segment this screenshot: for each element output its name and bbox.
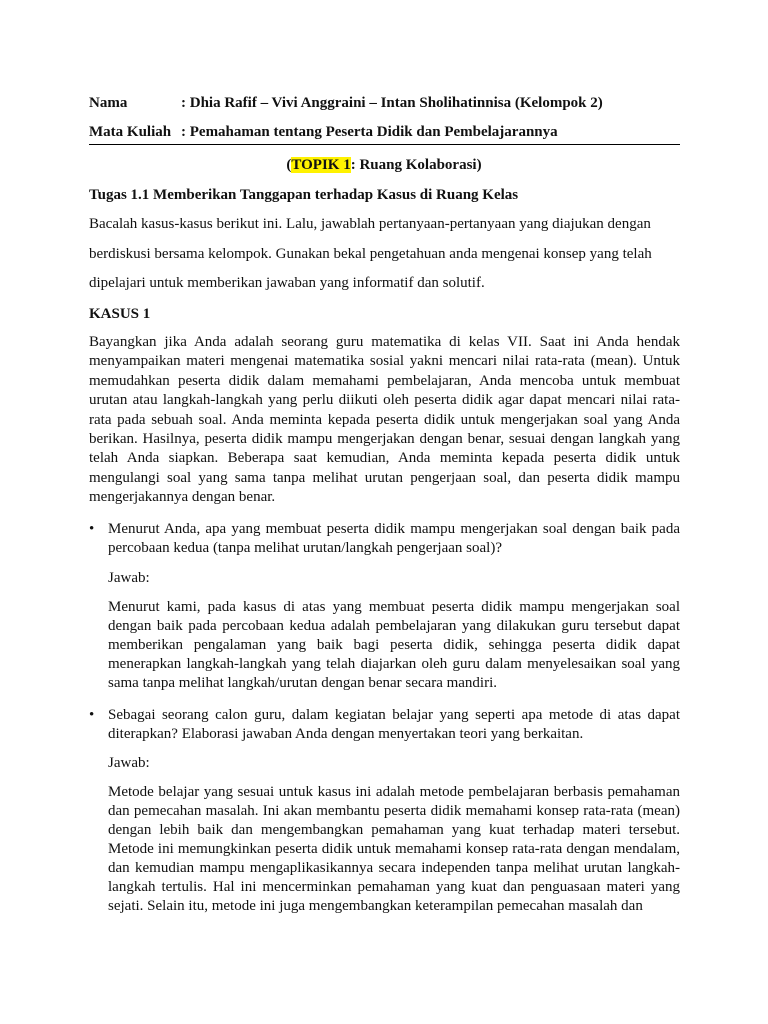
header-divider [89, 144, 680, 145]
topic-open: ( [286, 157, 292, 173]
bullet-1: • [89, 521, 95, 537]
case-title: KASUS 1 [89, 306, 151, 322]
question-2: Sebagai seorang calon guru, dalam kegiatan belajar yang seperti apa metode di atas dapat diterapkan? Elaborasi jawaban Anda dengan menyertakan teori yang berkaitan. [108, 707, 680, 742]
name-value: : Dhia Rafif – Vivi Anggraini – Intan Sholihatinnisa (Kelompok 2) [181, 95, 603, 111]
topic-heading [0, 156, 768, 174]
topic-rest: : Ruang Kolaborasi) [350, 157, 482, 173]
topic-highlight: TOPIK 1 [291, 157, 351, 173]
intro-paragraph: Bacalah kasus-kasus berikut ini. Lalu, jawablah pertanyaan-pertanyaan yang diajukan dengan berdiskusi bersama kelompok. Gunakan bekal pengetahuan anda mengenai konsep yang telah dipelajari untuk memberikan jawaban yang informatif dan solutif. [89, 216, 652, 291]
course-label: Mata Kuliah [89, 124, 172, 140]
bullet-2: • [89, 707, 95, 723]
answer-2: Metode belajar yang sesuai untuk kasus ini adalah metode pembelajaran berbasis pemahaman dan pemecahan masalah. Ini akan membantu peserta didik memahami konsep rata-rata (mean) dengan lebih baik dan mengembangkan pemahaman yang kuat terhadap materi tersebut. Metode ini memungkinkan peserta didik untuk memahami konsep rata-rata dengan mendalam, dan kemudian mampu mengaplikasikannya secara independen tanpa melihat urutan langkah-langkah tertulis. Hal ini mencerminkan pemahaman yang kuat dan penguasaan materi yang sejati. Selain itu, metode ini juga mengembangkan keterampilan pemecahan masalah dan [108, 784, 680, 914]
answer-1: Menurut kami, pada kasus di atas yang membuat peserta didik mampu mengerjakan soal dengan baik pada percobaan kedua adalah pembelajaran yang dilakukan guru tersebut dapat memberikan pengalaman yang baik bagi peserta didik, sehingga peserta didik dapat menerapkan langkah-langkah yang telah diajarkan oleh guru dalam menyelesaikan soal yang sama tanpa melihat langkah/urutan dengan benar secara mandiri. [108, 599, 680, 691]
course-value: : Pemahaman tentang Peserta Didik dan Pembelajarannya [181, 124, 558, 140]
question-1: Menurut Anda, apa yang membuat peserta didik mampu mengerjakan soal dengan baik pada percobaan kedua (tanpa melihat urutan/langkah pengerjaan soal)? [108, 521, 680, 556]
case-paragraph: Bayangkan jika Anda adalah seorang guru matematika di kelas VII. Saat ini Anda hendak menyampaikan materi mengenai matematika sosial yakni mencari nilai rata-rata (mean). Untuk memudahkan peserta didik dalam memahami pembelajaran, Anda mencoba untuk membuat urutan atau langkah-langkah yang perlu diikuti oleh peserta didik agar dapat mencari nilai rata-rata pada sebuah soal. Anda meminta kepada peserta didik untuk mengerjakan soal yang Anda berikan. Hasilnya, peserta didik mampu mengerjakan dengan benar, sesuai dengan langkah yang telah Anda siapkan. Beberapa saat kemudian, Anda meminta kepada peserta didik untuk mengulangi soal yang sama tanpa melihat urutan pengerjaan soal, dan peserta didik mampu mengerjakannya dengan benar. [89, 334, 680, 506]
answer-label-1: Jawab: [108, 570, 150, 586]
answer-label-2: Jawab: [108, 755, 150, 771]
name-label: Nama [89, 95, 128, 111]
task-title: Tugas 1.1 Memberikan Tanggapan terhadap Kasus di Ruang Kelas [89, 187, 519, 203]
